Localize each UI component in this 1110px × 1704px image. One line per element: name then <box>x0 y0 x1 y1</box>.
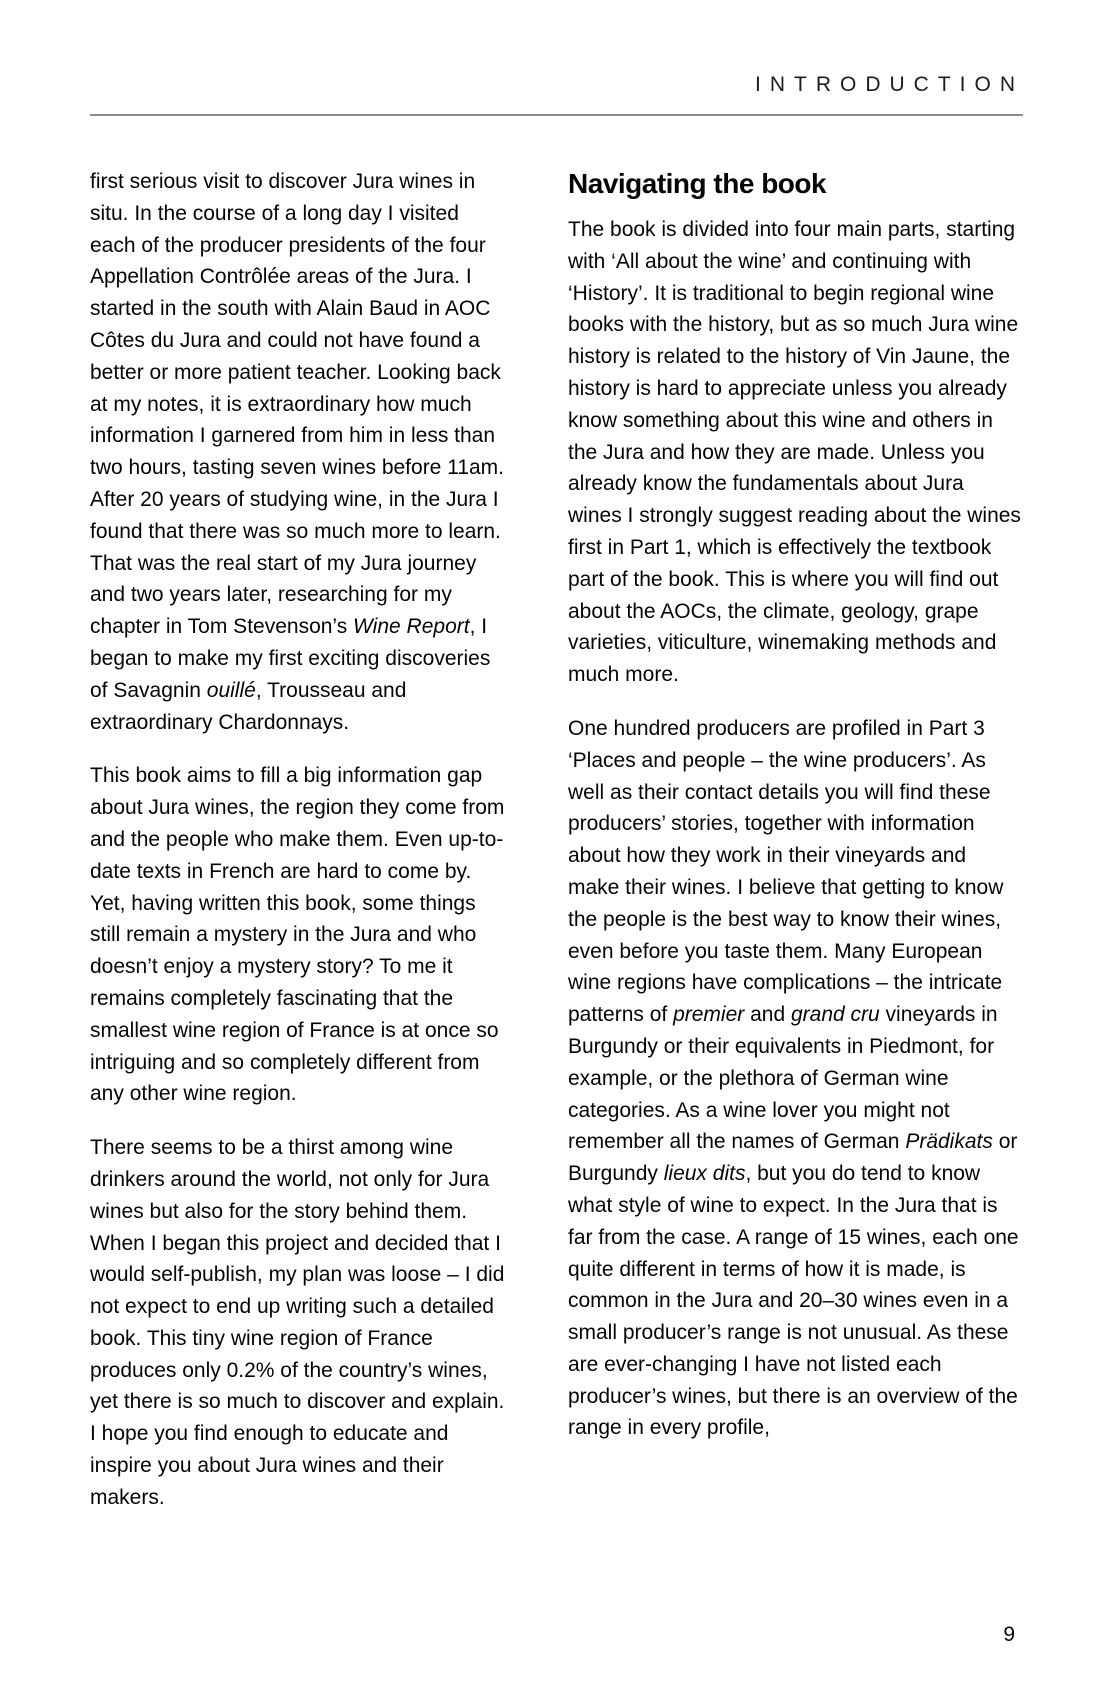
paragraph <box>90 1132 505 1514</box>
text-run: , but you do tend to know what style of wine to expect. In the Jura that is far from the case. A range of 15 wines, each one quite different in terms of how it is made, is common in the Jura and 20–30 wines even in a small producer’s range is not unusual. As these are ever-changing I have not listed each producer’s wines, but there is an overview of the range in every profile, <box>568 1162 1019 1440</box>
right-column-paragraphs <box>568 214 1022 1444</box>
text-run: and <box>744 1003 791 1027</box>
text-run: , I began to make my first exciting discoveries of Savagnin <box>90 615 491 702</box>
italic-text-run: lieux dits <box>663 1162 746 1186</box>
text-run: first serious visit to discover Jura wines in situ. In the course of a long day I visited each of the producer presidents of the four Appellation Contrôlée areas of the Jura. I started in the south with Alain Baud in AOC Côtes du Jura and could not have found a better or more patient teacher. Looking back at my notes, it is extraordinary how much information I garnered from him in less than two hours, tasting seven wines before 11am. After 20 years of studying wine, in the Jura I found that there was so much more to learn. That was the real start of my Jura journey and two years later, researching for my chapter in Tom Stevenson’s <box>90 170 505 639</box>
paragraph <box>90 166 505 738</box>
paragraph <box>90 760 505 1110</box>
italic-text-run: Wine Report <box>353 615 470 639</box>
text-run: or Burgundy <box>568 1130 1018 1186</box>
paragraph <box>568 713 1022 1444</box>
italic-text-run: Prädikats <box>905 1130 993 1154</box>
text-run: , Trousseau and extraordinary Chardonnays. <box>90 678 407 734</box>
italic-text-run: premier <box>673 1003 745 1027</box>
text-run: The book is divided into four main parts, starting with ‘All about the wine’ and continuing with ‘History’. It is traditional to begin regional wine books with the history, but as so much Jura wine history is related to the history of Vin Jaune, the history is hard to appreciate unless you already know something about this wine and others in the Jura and how they are made. Unless you already know the fundamentals about Jura wines I strongly suggest reading about the wines first in Part 1, which is effectively the textbook part of the book. This is where you will find out about the AOCs, the climate, geology, grape varieties, viticulture, winemaking methods and much more. <box>568 218 1021 687</box>
text-run: One hundred producers are profiled in Part 3 ‘Places and people – the wine producers’. As well as their contact details you will find these producers’ stories, together with information about how they work in their vineyards and make their wines. I believe that getting to know the people is the best way to know their wines, even before you taste them. Many European wine regions have complications – the intricate patterns of <box>568 716 1004 1027</box>
page-number: 9 <box>1003 1623 1015 1646</box>
paragraph <box>568 214 1022 691</box>
text-run: There seems to be a thirst among wine drinkers around the world, not only for Jura wines but also for the story behind them. When I began this project and decided that I would self-publish, my plan was loose – I did not expect to end up writing such a detailed book. This tiny wine region of France produces only 0.2% of the country’s wines, yet there is so much to discover and explain. I hope you find enough to educate and inspire you about Jura wines and their makers. <box>90 1136 505 1509</box>
header-rule <box>90 114 1023 116</box>
text-run: This book aims to fill a big information gap about Jura wines, the region they come from and the people who make them. Even up-to-date texts in French are hard to come by. Yet, having written this book, some things still remain a mystery in the Jura and who doesn’t enjoy a mystery story? To me it remains completely fascinating that the smallest wine region of France is at once so intriguing and so completely different from any other wine region. <box>90 764 505 1106</box>
page-body <box>90 166 1022 1514</box>
running-head-label: INTRODUCTION <box>755 73 1024 96</box>
right-column <box>568 166 1022 1514</box>
text-run: vineyards in Burgundy or their equivalents in Piedmont, for example, or the plethora of German wine categories. As a wine lover you might not remember all the names of German <box>568 1003 998 1154</box>
italic-text-run: grand cru <box>790 1003 880 1027</box>
italic-text-run: ouillé <box>206 678 256 702</box>
left-column <box>90 166 505 1514</box>
section-heading: Navigating the book <box>568 168 827 199</box>
running-head <box>90 72 1024 98</box>
